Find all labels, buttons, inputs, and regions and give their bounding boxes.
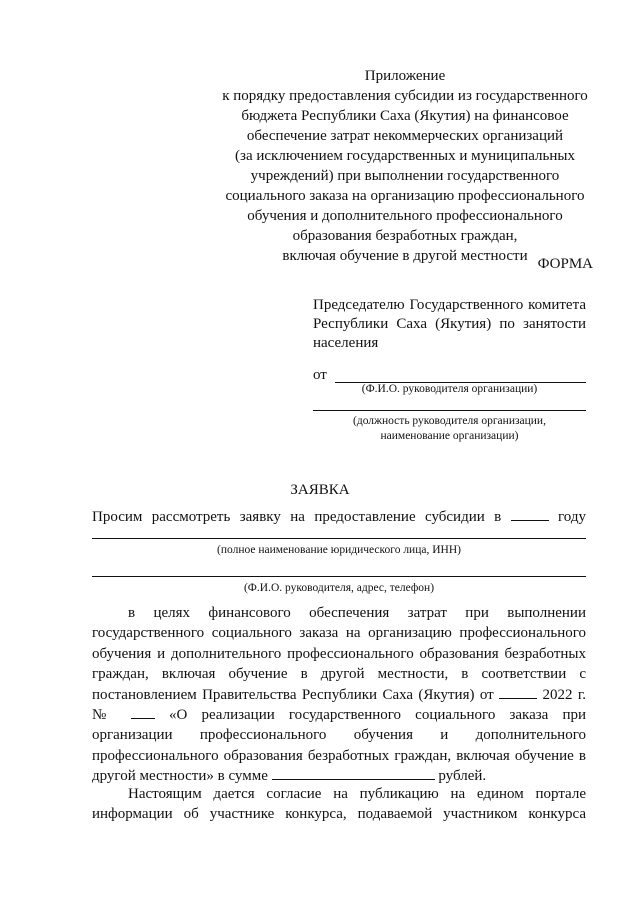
decree-title-start: «О реализации государственного социального заказа при <box>168 707 587 724</box>
number-sign: № <box>92 707 117 724</box>
document-title: ЗАЯВКА <box>290 482 350 498</box>
consent-paragraph <box>92 784 586 825</box>
decree-number-blank[interactable] <box>131 705 155 719</box>
paragraph-line: граждан, включая обучение в другой местности, в соответствии с <box>92 666 586 683</box>
appendix-line: бюджета Республики Саха (Якутия) на финансовое <box>241 108 569 124</box>
position-blank-line[interactable] <box>313 410 586 411</box>
paragraph-line: организации профессионального обучения и дополнительного <box>92 727 586 744</box>
paragraph-line: в целях финансового обеспечения затрат при выполнении <box>128 605 586 621</box>
request-prefix: Просим рассмотреть заявку на предоставление субсидии в <box>92 509 502 525</box>
appendix-line: обеспечение затрат некоммерческих организаций <box>246 128 564 144</box>
position-caption-line: наименование организации) <box>380 430 519 442</box>
appendix-line: обучения и дополнительного профессионального <box>247 208 563 224</box>
addressee-line: Республики Саха (Якутия) по занятости <box>313 316 586 332</box>
appendix-line: Приложение <box>364 68 446 84</box>
org-caption: (полное наименование юридического лица, ИНН) <box>217 544 461 556</box>
addressee-line: населения <box>313 335 379 351</box>
paragraph-line <box>92 685 586 705</box>
appendix-line: к порядку предоставления субсидии из государственного <box>222 88 588 104</box>
head-info-blank-line[interactable] <box>92 576 586 577</box>
appendix-line: социального заказа на организацию профессионального <box>225 188 585 204</box>
decree-year: 2022 г. <box>542 686 587 703</box>
head-caption: (Ф.И.О. руководителя, адрес, телефон) <box>243 582 435 594</box>
paragraph-line: информации об участнике конкурса, подаваемой участником конкурса <box>92 806 586 823</box>
appendix-line: (за исключением государственных и муниципальных <box>235 148 575 164</box>
form-label: ФОРМА <box>537 256 593 272</box>
position-caption <box>313 414 586 444</box>
amount-currency: рублей. <box>438 768 487 785</box>
paragraph-line: профессионального образования безработных граждан, включая обучение в <box>92 747 586 764</box>
addressee-block <box>313 296 586 353</box>
org-name-blank-line[interactable] <box>92 538 586 539</box>
paragraph-line <box>92 705 586 725</box>
request-body-paragraph <box>92 603 586 787</box>
amount-blank[interactable] <box>272 766 435 780</box>
paragraph-line: Настоящим дается согласие на публикацию на едином портале <box>128 786 586 802</box>
year-blank[interactable] <box>511 507 549 521</box>
request-line <box>92 507 586 527</box>
fio-caption: (Ф.И.О. руководителя организации) <box>361 383 538 395</box>
from-label: от <box>313 367 327 383</box>
appendix-header <box>195 66 615 266</box>
decree-text: постановлением Правительства Республики Саха (Якутия) от <box>92 686 494 703</box>
amount-text: другой местности» в сумме <box>92 768 268 785</box>
decree-date-blank[interactable] <box>499 685 537 699</box>
request-suffix: году <box>558 509 587 525</box>
paragraph-line: государственного социального заказа на организацию профессионального <box>92 625 586 642</box>
addressee-line: Председателю Государственного комитета <box>313 297 586 313</box>
paragraph-line: обучения и дополнительного профессионального образования безработных <box>92 645 586 662</box>
position-caption-line: (должность руководителя организации, <box>353 415 546 427</box>
appendix-line: учреждений) при выполнении государственного <box>250 168 560 184</box>
appendix-line: включая обучение в другой местности <box>282 248 528 264</box>
appendix-line: образования безработных граждан, <box>292 228 518 244</box>
